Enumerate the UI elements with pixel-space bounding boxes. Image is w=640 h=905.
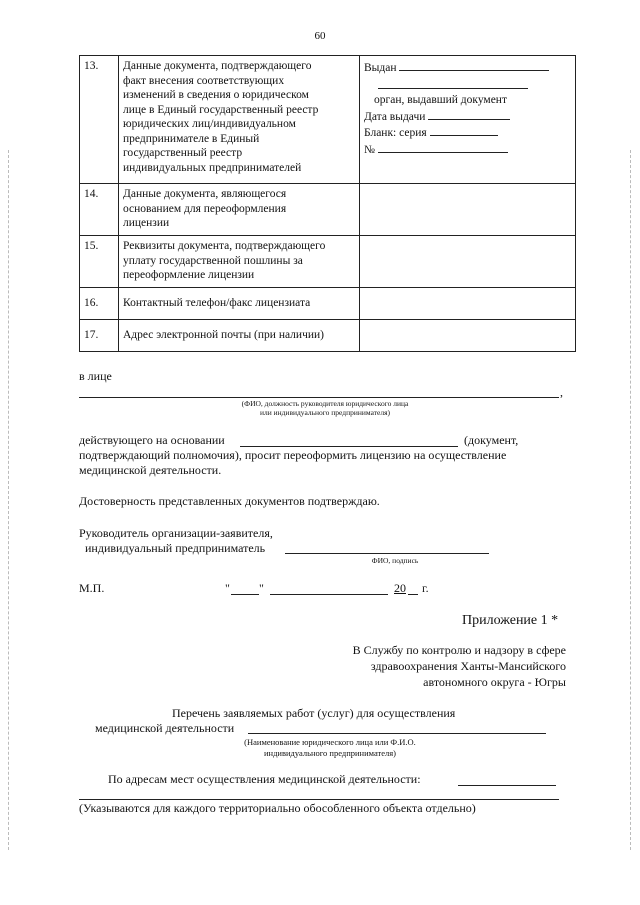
issued-field[interactable]	[399, 59, 549, 71]
issued-field-2[interactable]	[378, 77, 528, 89]
in-person-label: в лице	[79, 369, 112, 383]
table-row	[80, 184, 576, 236]
row-name	[119, 184, 360, 236]
addressee-line-3: автономного округа - Югры	[423, 675, 566, 689]
table-row	[80, 56, 576, 184]
left-margin-guide	[8, 150, 9, 850]
row-name	[119, 236, 360, 288]
issued-label: Выдан	[364, 62, 397, 74]
date-quote-open: "	[225, 581, 230, 595]
issued-details-cell	[360, 56, 576, 184]
table-row	[80, 236, 576, 288]
form-series-field[interactable]	[430, 124, 498, 136]
head-line-2: индивидуальный предприниматель	[85, 541, 266, 555]
in-person-comma: ,	[560, 385, 563, 399]
addresses-field[interactable]	[458, 785, 556, 786]
date-year-field[interactable]	[408, 594, 418, 595]
row-name-line: факт внесения соответствующих	[123, 74, 285, 87]
confirm-text: Достоверность представленных документов подтверждаю.	[79, 494, 380, 508]
applicant-name-field[interactable]	[248, 733, 546, 734]
row-name-line: переоформление лицензии	[123, 269, 255, 281]
in-person-caption-1: (ФИО, должность руководителя юридического лица	[241, 399, 409, 408]
date-day-field[interactable]	[231, 594, 259, 595]
row-name-line: лице в Единый государственный реестр	[123, 103, 319, 116]
basis-document-field[interactable]	[240, 446, 458, 447]
row-number: 13.	[80, 56, 119, 184]
head-line-1: Руководитель организации-заявителя,	[79, 526, 273, 540]
row-name-line: Данные документа, подтверждающего	[123, 60, 312, 72]
row-name-line: лицензии	[123, 217, 170, 229]
addresses-note: (Указываются для каждого территориально обособленного объекта отдельно)	[79, 801, 476, 815]
row-name	[119, 320, 360, 352]
date-field[interactable]	[428, 108, 510, 120]
date-quote-close: "	[259, 581, 264, 595]
addresses-field-2[interactable]	[79, 799, 559, 800]
number-label: №	[364, 143, 375, 156]
row-name-line: Реквизиты документа, подтверждающего	[123, 240, 326, 252]
date-month-field[interactable]	[270, 594, 388, 595]
basis-line-1-start: действующего на основании	[79, 433, 225, 447]
form-series-label: Бланк: серия	[364, 127, 427, 139]
table-row	[80, 288, 576, 320]
in-person-caption-2: или индивидуального предпринимателя)	[259, 408, 391, 417]
issuer-caption: орган, выдавший документ	[374, 94, 507, 106]
applicant-caption-1: (Наименование юридического лица или Ф.И.О.	[244, 737, 416, 747]
row-number: 17.	[80, 320, 119, 352]
date-year-prefix: 20	[394, 581, 406, 595]
applicant-caption-2: индивидуального предпринимателя)	[264, 748, 396, 758]
value-cell[interactable]	[360, 184, 576, 236]
row-name-line: юридических лиц/индивидуальном	[123, 118, 296, 130]
addresses-label: По адресам мест осуществления медицинской деятельности:	[108, 772, 421, 786]
row-name-line: государственный реестр	[123, 147, 243, 159]
value-cell[interactable]	[360, 320, 576, 352]
value-cell[interactable]	[360, 288, 576, 320]
right-margin-guide	[630, 150, 631, 850]
row-name-line: индивидуальных предпринимателей	[123, 161, 302, 174]
row-name-line: Контактный телефон/факс лицензиата	[123, 297, 311, 310]
row-name-line: Адрес электронной почты (при наличии)	[123, 329, 324, 342]
row-name-line: основанием для переоформления	[123, 202, 287, 215]
row-name	[119, 288, 360, 320]
head-signature-field[interactable]	[285, 553, 489, 554]
row-name-line: изменений в сведения о юридическом	[123, 89, 309, 101]
addressee-line-1: В Службу по контролю и надзору в сфере	[352, 643, 566, 657]
stamp-label: М.П.	[79, 581, 105, 595]
date-year-suffix: г.	[422, 581, 429, 595]
number-field[interactable]	[378, 141, 508, 153]
appendix-title: Приложение 1 *	[462, 613, 559, 628]
addressee-line-2: здравоохранения Ханты-Мансийского	[370, 659, 566, 673]
table-row	[80, 320, 576, 352]
license-data-table	[79, 55, 576, 352]
list-heading-line-2: медицинской деятельности	[95, 721, 235, 735]
row-name-line: Данные документа, являющегося	[123, 188, 287, 200]
row-name-line: предпринимателе в Единый	[123, 132, 260, 145]
row-number: 14.	[80, 184, 119, 236]
in-person-field[interactable]	[79, 397, 559, 398]
basis-line-3: медицинской деятельности.	[79, 463, 222, 477]
basis-line-2: подтверждающий полномочия), просит переоформить лицензию на осуществление	[79, 448, 507, 462]
head-signature-caption: ФИО, подпись	[371, 556, 419, 565]
row-number: 15.	[80, 236, 119, 288]
list-heading-line-1: Перечень заявляемых работ (услуг) для осуществления	[172, 706, 456, 720]
row-name	[119, 56, 360, 184]
basis-line-1-end: (документ,	[464, 433, 519, 447]
row-number: 16.	[80, 288, 119, 320]
value-cell[interactable]	[360, 236, 576, 288]
page-number: 60	[314, 30, 326, 42]
date-label: Дата выдачи	[364, 110, 426, 123]
row-name-line: уплату государственной пошлины за	[123, 254, 303, 267]
